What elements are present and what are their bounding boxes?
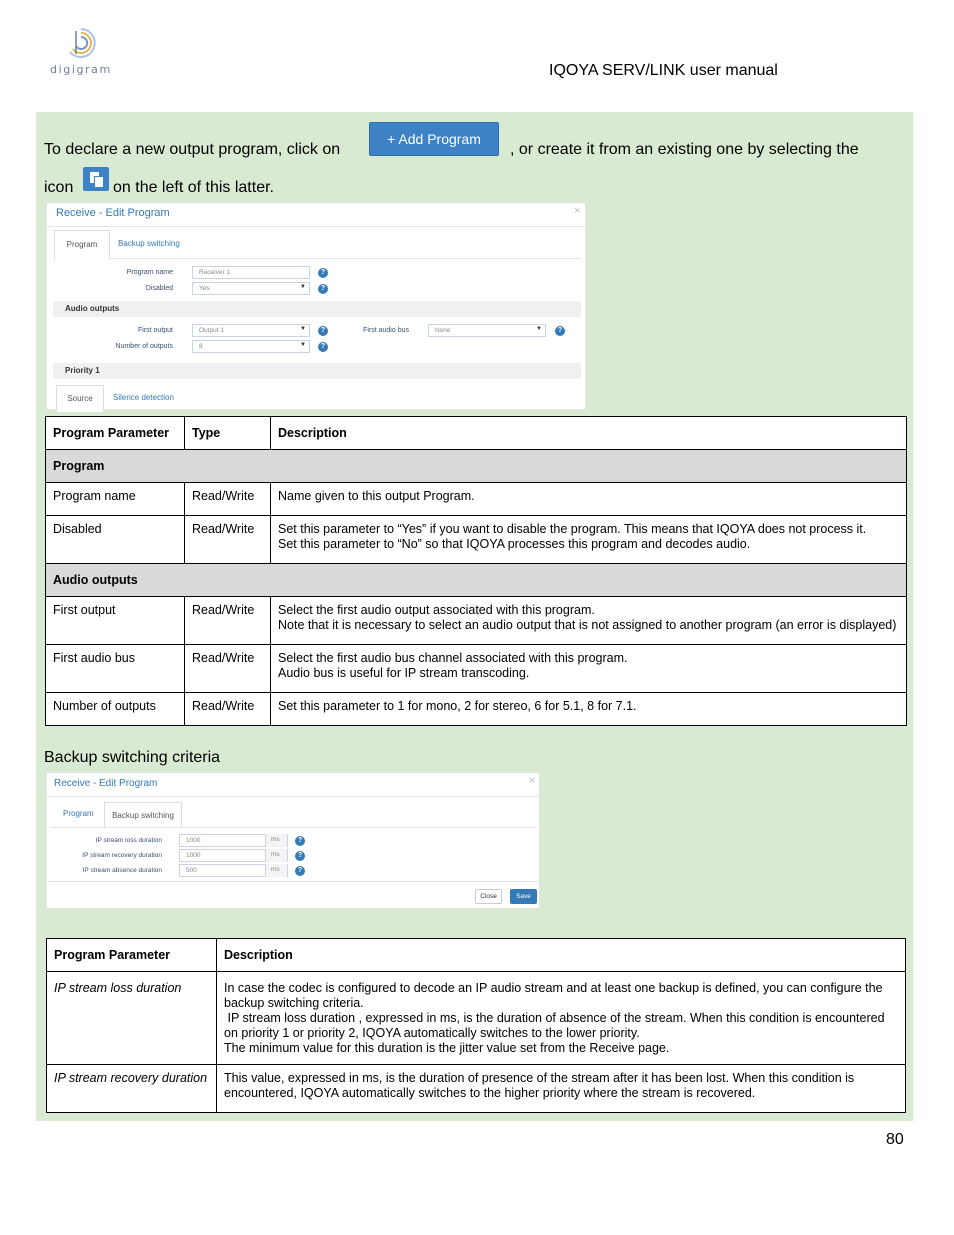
chevron-down-icon: ▼ [300,342,306,348]
intro-text-1: To declare a new output program, click on [44,141,341,158]
chevron-down-icon: ▼ [300,326,306,332]
first-output-select[interactable]: Output 1 ▼ [192,324,310,337]
table-row: First audio bus Read/Write Select the first audio bus channel associated with this program. Audio bus is useful for IP stream transcoding. [46,645,907,693]
help-icon[interactable]: ? [295,866,305,876]
page-number: 80 [886,1131,904,1148]
table-row: Disabled Read/Write Set this parameter to “Yes” if you want to disable the program. This means that IQOYA does not process it. Set this parameter to “No” so that IQOYA processes this program and decodes audio. [46,516,907,564]
help-icon[interactable]: ? [555,326,565,336]
digigram-logo [46,26,116,80]
number-of-outputs-select[interactable]: 8 ▼ [192,340,310,353]
tab-program[interactable]: Program [54,230,110,260]
ip-stream-recovery-input[interactable]: 1000 ms [179,849,288,862]
close-icon[interactable]: × [529,775,536,787]
section-row: Audio outputs [46,564,907,597]
audio-outputs-section: Audio outputs [53,301,581,317]
close-button[interactable]: Close [475,889,502,904]
help-icon[interactable]: ? [318,284,328,294]
close-icon[interactable]: × [574,205,581,217]
column-header: Description [217,939,906,972]
disabled-label: Disabled [145,285,173,292]
column-header: Description [271,417,907,450]
program-name-input[interactable]: Receiver 1 [192,266,310,279]
edit-program-screenshot [46,202,586,410]
first-audio-bus-label: First audio bus [363,327,409,334]
chevron-down-icon: ▼ [300,284,306,290]
ip-stream-loss-label: IP stream loss duration [95,837,162,844]
backup-section-title: Backup switching criteria [44,749,221,766]
program-parameters-table [45,416,907,726]
modal-title: Receive - Edit Program [56,207,170,219]
first-output-label: First output [137,327,173,334]
help-icon[interactable]: ? [318,342,328,352]
priority-section: Priority 1 [53,363,581,379]
tab-backup-switching[interactable]: Backup switching [104,802,182,829]
backup-parameters-table [46,938,906,1113]
help-icon[interactable]: ? [295,851,305,861]
logo-mark-icon [64,26,98,60]
disabled-select[interactable]: Yes ▼ [192,282,310,295]
modal-title: Receive - Edit Program [54,778,158,789]
ip-stream-loss-input[interactable]: 1000 ms [179,834,288,847]
table-row: IP stream loss duration In case the codec is configured to decode an IP audio stream and at least one backup is defined, you can configure the backup switching criteria. IP stream loss duration , expressed in ms, is the duration of absence of the stream. When this condition is encountered on priority 1 or priority 2, IQOYA automatically switches to the lower priority. The minimum value for this duration is the jitter value set from the Receive page. [47,972,906,1065]
add-program-button[interactable]: + Add Program [369,122,499,156]
column-header: Type [185,417,271,450]
table-row: Number of outputs Read/Write Set this parameter to 1 for mono, 2 for stereo, 6 for 5.1, 8 for 7.1. [46,693,907,726]
backup-switching-screenshot [46,772,540,909]
help-icon[interactable]: ? [295,836,305,846]
help-icon[interactable]: ? [318,268,328,278]
column-header: Program Parameter [47,939,217,972]
logo-text: digigram [50,63,112,76]
table-row: Program name Read/Write Name given to this output Program. [46,483,907,516]
table-row: First output Read/Write Select the first audio output associated with this program. Note that it is necessary to select an audio output that is not assigned to another program (an error is displayed) [46,597,907,645]
ip-stream-absence-label: IP stream absence duration [82,867,162,874]
chevron-down-icon: ▼ [536,326,542,332]
intro-text-3: icon [44,179,74,196]
tab-program[interactable]: Program [63,809,94,818]
intro-text-4: on the left of this latter. [113,179,274,196]
save-button[interactable]: Save [510,889,537,904]
first-audio-bus-select[interactable]: None ▼ [428,324,546,337]
help-icon[interactable]: ? [318,326,328,336]
tab-source[interactable]: Source [56,385,104,412]
ip-stream-recovery-label: IP stream recovery duration [82,852,162,859]
number-of-outputs-label: Number of outputs [115,343,173,350]
intro-text-2: , or create it from an existing one by selecting the [510,141,859,158]
document-title: IQOYA SERV/LINK user manual [549,62,778,79]
table-row: IP stream recovery duration This value, expressed in ms, is the duration of presence of the stream after it has been lost. When this condition is encountered, IQOYA automatically switches to the higher priority where the stream is recovered. [47,1065,906,1113]
column-header: Program Parameter [46,417,185,450]
section-row: Program [46,450,907,483]
ip-stream-absence-input[interactable]: 500 ms [179,864,288,877]
program-name-label: Program name [126,269,173,276]
tab-silence-detection[interactable]: Silence detection [113,393,174,402]
copy-program-icon[interactable] [83,167,109,191]
tab-backup-switching[interactable]: Backup switching [118,239,180,248]
